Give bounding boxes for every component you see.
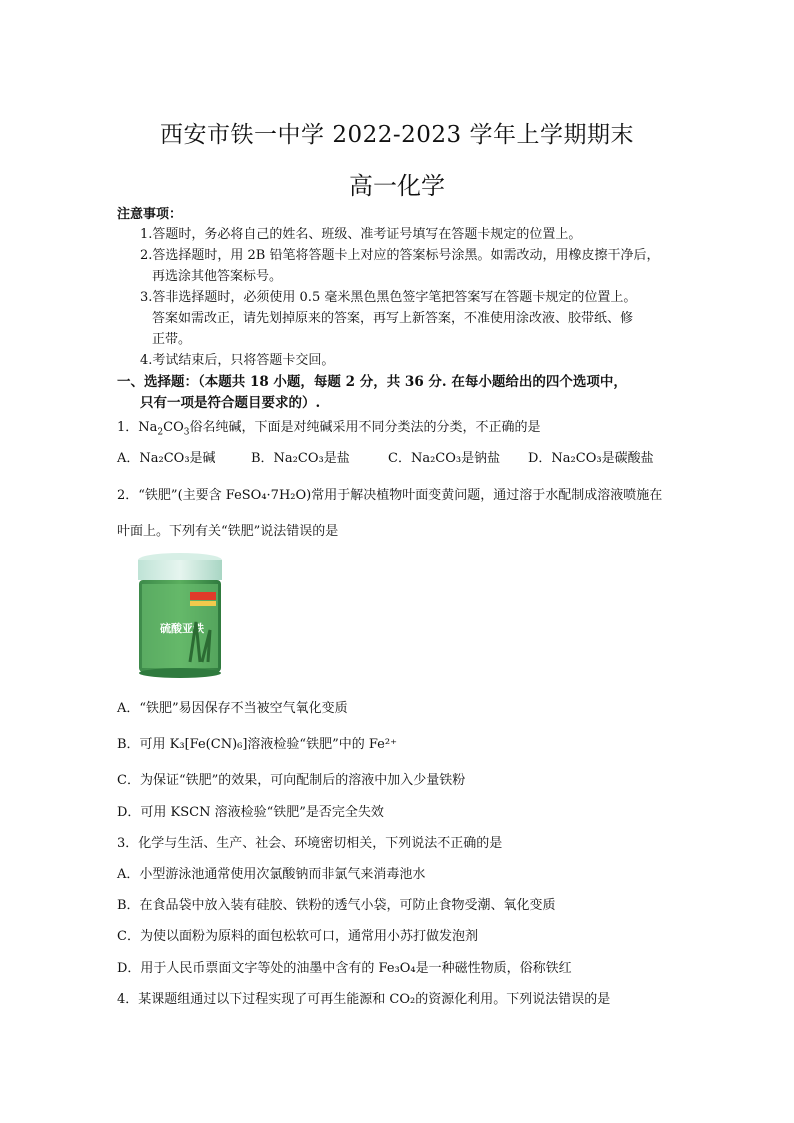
q2-option-b: B．可用 K₃[Fe(CN)₆]溶液检验“铁肥”中的 Fe²⁺: [117, 737, 397, 752]
exam-title: 西安市铁一中学 2022-2023 学年上学期期末: [160, 122, 634, 148]
q1-option-c: C．Na₂CO₃是钠盐: [388, 451, 501, 466]
q1-option-d: D．Na₂CO₃是碳酸盐: [528, 451, 654, 466]
note-3b: 答案如需改正，请先划掉原来的答案，再写上新答案，不准使用涂改液、胶带纸、修: [152, 311, 634, 326]
note-2a: 2.答选择题时，用 2B 铅笔将答题卡上对应的答案标号涂黑。如需改动，用橡皮擦干净后，: [140, 248, 660, 263]
exam-subject: 高一化学: [349, 172, 445, 200]
notes-heading: 注意事项：: [117, 207, 183, 222]
section-heading-2: 只有一项是符合题目要求的）.: [140, 395, 321, 411]
q3-option-a: A．小型游泳池通常使用次氯酸钠而非氯气来消毒池水: [117, 867, 426, 882]
q3-option-c: C．为使以面粉为原料的面包松软可口，通常用小苏打做发泡剂: [117, 929, 478, 944]
q2-option-a: A．“铁肥”易因保存不当被空气氧化变质: [117, 701, 348, 716]
q2-stem-1: 2．“铁肥”(主要含 FeSO₄·7H₂O)常用于解决植物叶面变黄问题，通过溶于水配制成溶液喷施在: [117, 488, 663, 503]
q1-option-b: B．Na₂CO₃是盐: [251, 451, 350, 466]
ferrous-sulfate-jar-image: [130, 552, 230, 680]
q3-option-b: B．在食品袋中放入装有硅胶、铁粉的透气小袋，可防止食物受潮、氧化变质: [117, 898, 556, 913]
q1-stem-pre: 1．Na: [117, 420, 158, 435]
note-2b: 再选涂其他答案标号。: [152, 269, 283, 284]
q1-option-a: A．Na₂CO₃是碱: [117, 451, 216, 466]
note-3c: 正带。: [152, 332, 192, 347]
q2-option-c: C．为保证“铁肥”的效果，可向配制后的溶液中加入少量铁粉: [117, 773, 466, 788]
q1-stem: 1．$Na_2CO_3$俗名纯碱，下面是对纯碱采用不同分类法的分类，不正确的是: [117, 420, 541, 438]
note-4: 4.考试结束后，只将答题卡交回。: [140, 353, 335, 368]
note-3a: 3.答非选择题时，必须使用 0.5 毫米黑色黑色签字笔把答案写在答题卡规定的位置上。: [140, 290, 637, 305]
q2-option-d: D．可用 KSCN 溶液检验“铁肥”是否完全失效: [117, 805, 384, 820]
jar-label: 硫酸亚铁: [160, 622, 204, 635]
q4-stem: 4．某课题组通过以下过程实现了可再生能源和 CO₂的资源化利用。下列说法错误的是: [117, 992, 611, 1007]
q3-option-d: D．用于人民币票面文字等处的油墨中含有的 Fe₃O₄是一种磁性物质，俗称铁红: [117, 961, 572, 976]
note-1: 1.答题时，务必将自己的姓名、班级、准考证号填写在答题卡规定的位置上。: [140, 227, 582, 242]
q1-stem-post: 俗名纯碱，下面是对纯碱采用不同分类法的分类，不正确的是: [189, 420, 541, 435]
section-heading-1: 一、选择题：（本题共 18 小题，每题 2 分，共 36 分. 在每小题给出的四个选项中，: [117, 374, 627, 390]
q3-stem: 3．化学与生活、生产、社会、环境密切相关，下列说法不正确的是: [117, 836, 503, 851]
q2-stem-2: 叶面上。下列有关“铁肥”说法错误的是: [117, 524, 339, 539]
